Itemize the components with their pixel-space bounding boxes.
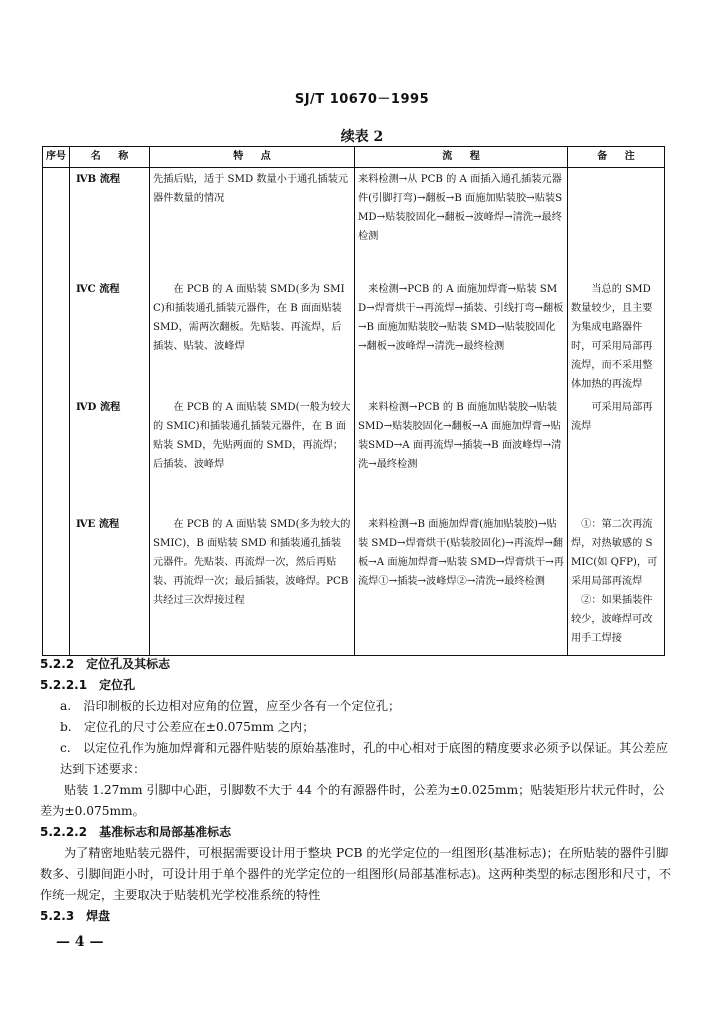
row-index-cell xyxy=(43,396,70,513)
row-flow-cell: 来料检测→从 PCB 的 A 面插入通孔插装元器件(引脚打弯)→翻板→B 面施加贴装胶→贴装SMD→贴装胶固化→翻板→波峰焊→清洗→最终检测 xyxy=(355,168,568,278)
row-flow-cell: 来料检测→PCB 的 B 面施加贴装胶→贴装 SMD→贴装胶固化→翻板→A 面施加焊膏→贴装SMD→A 面再流焊→插装→B 面波峰焊→清洗→最终检测 xyxy=(355,396,568,513)
row-name-cell: ⅣC 流程 xyxy=(70,278,150,396)
row-index-cell xyxy=(43,513,70,656)
table-row xyxy=(43,168,665,278)
page-number: — 4 — xyxy=(56,934,104,950)
row-feature-cell: 在 PCB 的 A 面贴装 SMD(多为较大的 SMIC)，B 面贴装 SMD 和插装通孔插装元器件。先贴装、再流焊一次，然后再贴装、再流焊一次；最后插装，波峰焊。PCB 共经过三次焊接过程 xyxy=(150,513,355,656)
body-section xyxy=(40,654,672,927)
table-caption: 续表 2 xyxy=(340,129,384,145)
paragraph-fiducial: 为了精密地贴装元器件，可根据需要设计用于整块 PCB 的光学定位的一组图形(基准标志)；在所贴装的器件引脚数多、引脚间距小时，可设计用于单个器件的光学定位的一组图形(局部基准标志)。这两种类型的标志图形和尺寸，不作统一规定，主要取决于贴装机光学校准系统的特性 xyxy=(40,846,672,902)
section-heading-5-2-3: 5.2.3 焊盘 xyxy=(40,909,111,923)
col-header-index: 序号 xyxy=(43,147,70,168)
col-header-name: 名 称 xyxy=(70,147,150,168)
row-name-cell: ⅣB 流程 xyxy=(70,168,150,278)
list-item-b: b. 定位孔的尺寸公差应在±0.075mm 之内； xyxy=(60,720,315,734)
section-heading-5-2-2: 5.2.2 定位孔及其标志 xyxy=(40,657,171,671)
process-table xyxy=(42,146,665,656)
row-note-cell xyxy=(568,168,665,278)
standard-code: SJ/T 10670－1995 xyxy=(294,92,430,107)
row-feature-cell: 在 PCB 的 A 面贴装 SMD(多为 SMIC)和插装通孔插装元器件，在 B 面面贴装 SMD，需两次翻板。先贴装、再流焊，后插装、贴装、波峰焊 xyxy=(150,278,355,396)
section-heading-5-2-2-2: 5.2.2.2 基准标志和局部基准标志 xyxy=(40,825,232,839)
list-item-a: a. 沿印制板的长边相对应角的位置，应至少各有一个定位孔； xyxy=(60,699,401,713)
row-note-cell: 可采用局部再流焊 xyxy=(568,396,665,513)
row-name-cell: ⅣE 流程 xyxy=(70,513,150,656)
row-note-cell: ①：第二次再流焊，对热敏感的 SMIC(如 QFP)，可采用局部再流焊 ②：如果插装件较少，波峰焊可改用手工焊接 xyxy=(568,513,665,656)
row-feature-cell: 在 PCB 的 A 面贴装 SMD(一般为较大的 SMIC)和插装通孔插装元器件，在 B 面贴装 SMD，先贴两面的 SMD，再流焊；后插装、波峰焊 xyxy=(150,396,355,513)
row-note-cell: 当总的 SMD 数量较少，且主要为集成电路器件时，可采用局部再流焊，而不采用整体加热的再流焊 xyxy=(568,278,665,396)
table-row xyxy=(43,513,665,656)
col-header-feature: 特 点 xyxy=(150,147,355,168)
paragraph-tolerance: 贴装 1.27mm 引脚中心距，引脚数不大于 44 个的有源器件时，公差为±0.025mm；贴装矩形片状元件时，公差为±0.075mm。 xyxy=(40,783,665,818)
col-header-flow: 流 程 xyxy=(355,147,568,168)
row-index-cell xyxy=(43,168,70,278)
row-name-cell: ⅣD 流程 xyxy=(70,396,150,513)
row-feature-cell: 先插后贴，适于 SMD 数量小于通孔插装元器件数量的情况 xyxy=(150,168,355,278)
table-row xyxy=(43,278,665,396)
col-header-note: 备 注 xyxy=(568,147,665,168)
row-index-cell xyxy=(43,278,70,396)
row-flow-cell: 来料检测→B 面施加焊膏(施加贴装胶)→贴装 SMD→焊膏烘干(贴装胶固化)→再流焊→翻板→A 面施加焊膏→贴装 SMD→焊膏烘干→再流焊①→插装→波峰焊②→清洗→最终检测 xyxy=(355,513,568,656)
list-item-c: c. 以定位孔作为施加焊膏和元器件贴装的原始基准时，孔的中心相对于底图的精度要求必须予以保证。其公差应达到下述要求： xyxy=(60,741,668,776)
row-flow-cell: 来检测→PCB 的 A 面施加焊膏→贴装 SMD→焊膏烘干→再流焊→插装、引线打弯→翻板→B 面施加贴装胶→贴装 SMD→贴装胶固化→翻板→波峰焊→清洗→最终检测 xyxy=(355,278,568,396)
section-heading-5-2-2-1: 5.2.2.1 定位孔 xyxy=(40,678,136,692)
table-header-row xyxy=(43,147,665,168)
table-row xyxy=(43,396,665,513)
